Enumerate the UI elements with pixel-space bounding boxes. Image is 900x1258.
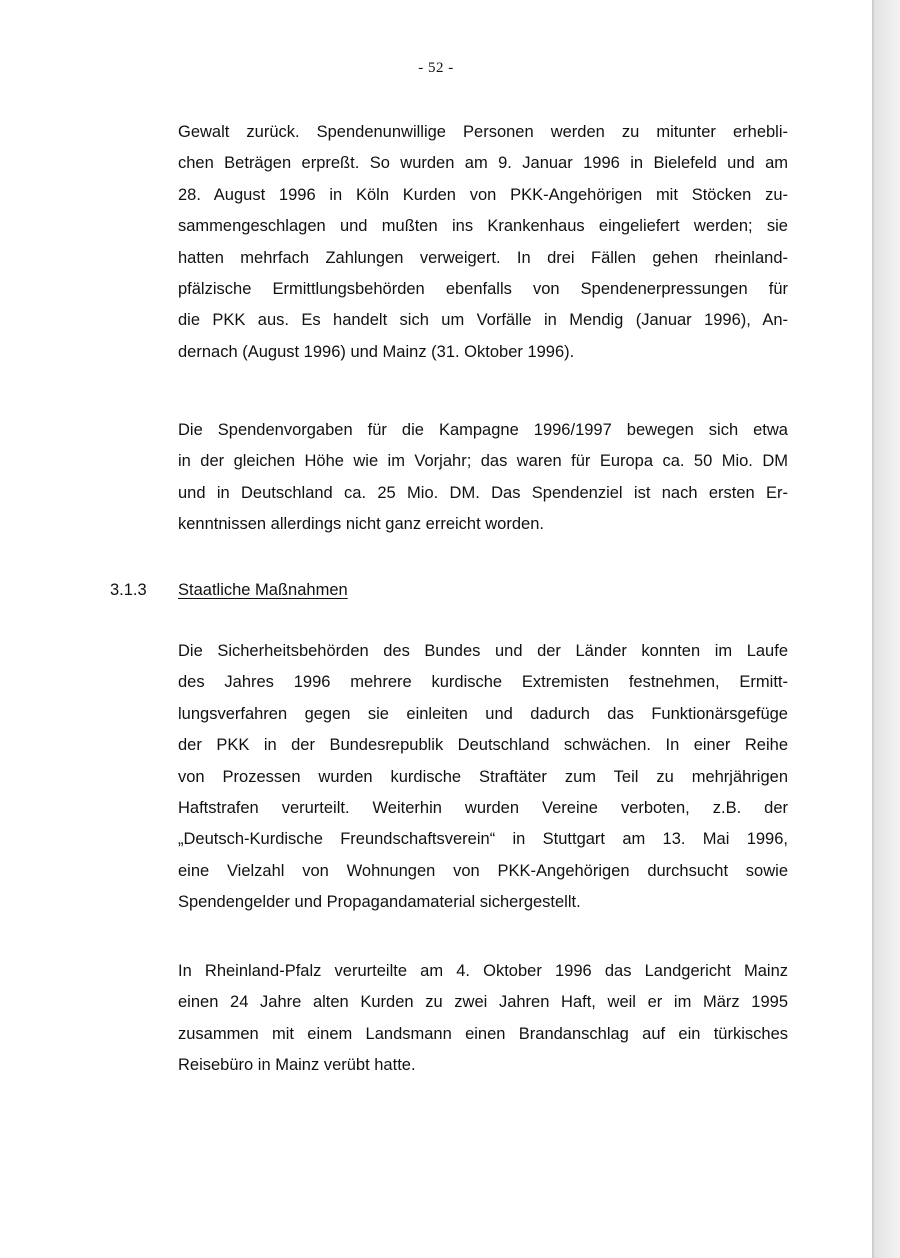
text-line: 28. August 1996 in Köln Kurden von PKK-Angehörigen mit Stöcken zu- xyxy=(178,185,788,204)
paragraph-state-measures xyxy=(178,636,788,919)
page-number: - 52 - xyxy=(418,60,454,76)
text-line: sammengeschlagen und mußten ins Krankenhaus eingeliefert werden; sie xyxy=(178,217,788,236)
text-line: Gewalt zurück. Spendenunwillige Personen werden zu mitunter erhebli- xyxy=(178,123,788,141)
paragraph-court-ruling xyxy=(178,956,788,1082)
text-line: in der gleichen Höhe wie im Vorjahr; das waren für Europa ca. 50 Mio. DM xyxy=(178,452,788,471)
text-line: eine Vielzahl von Wohnungen von PKK-Angehörigen durchsucht sowie xyxy=(178,861,788,880)
text-line: „Deutsch-Kurdische Freundschaftsverein“ in Stuttgart am 13. Mai 1996, xyxy=(178,830,788,849)
text-line: die PKK aus. Es handelt sich um Vorfälle in Mendig (Januar 1996), An- xyxy=(178,311,788,330)
section-number: 3.1.3 xyxy=(110,581,147,599)
text-line: pfälzische Ermittlungsbehörden ebenfalls von Spendenerpressungen für xyxy=(178,280,788,299)
text-line: dernach (August 1996) und Mainz (31. Oktober 1996). xyxy=(178,342,575,361)
text-line: und in Deutschland ca. 25 Mio. DM. Das Spendenziel ist nach ersten Er- xyxy=(178,483,788,502)
text-line: Die Sicherheitsbehörden des Bundes und der Länder konnten im Laufe xyxy=(178,642,788,660)
paragraph-extortion xyxy=(178,117,788,368)
text-line: des Jahres 1996 mehrere kurdische Extremisten festnehmen, Ermitt- xyxy=(178,673,788,692)
scan-edge xyxy=(874,0,900,1258)
text-line: Spendengelder und Propagandamaterial sichergestellt. xyxy=(178,893,581,912)
section-heading: Staatliche Maßnahmen xyxy=(178,581,348,599)
text-line: von Prozessen wurden kurdische Straftäter zum Teil zu mehrjährigen xyxy=(178,767,788,786)
text-line: zusammen mit einem Landsmann einen Brandanschlag auf ein türkisches xyxy=(178,1024,788,1043)
paragraph-donation-targets xyxy=(178,415,788,541)
text-line: Reisebüro in Mainz verübt hatte. xyxy=(178,1056,416,1075)
text-line: einen 24 Jahre alten Kurden zu zwei Jahren Haft, weil er im März 1995 xyxy=(178,993,788,1012)
text-line: In Rheinland-Pfalz verurteilte am 4. Oktober 1996 das Landgericht Mainz xyxy=(178,962,788,980)
text-line: hatten mehrfach Zahlungen verweigert. In drei Fällen gehen rheinland- xyxy=(178,248,788,267)
text-line: kenntnissen allerdings nicht ganz erreicht worden. xyxy=(178,515,544,534)
text-line: lungsverfahren gegen sie einleiten und dadurch das Funktionärsgefüge xyxy=(178,704,788,723)
text-line: Die Spendenvorgaben für die Kampagne 1996/1997 bewegen sich etwa xyxy=(178,421,788,439)
text-line: der PKK in der Bundesrepublik Deutschland schwächen. In einer Reihe xyxy=(178,736,788,755)
text-line: chen Beträgen erpreßt. So wurden am 9. Januar 1996 in Bielefeld und am xyxy=(178,154,788,173)
text-line: Haftstrafen verurteilt. Weiterhin wurden Vereine verboten, z.B. der xyxy=(178,799,788,818)
